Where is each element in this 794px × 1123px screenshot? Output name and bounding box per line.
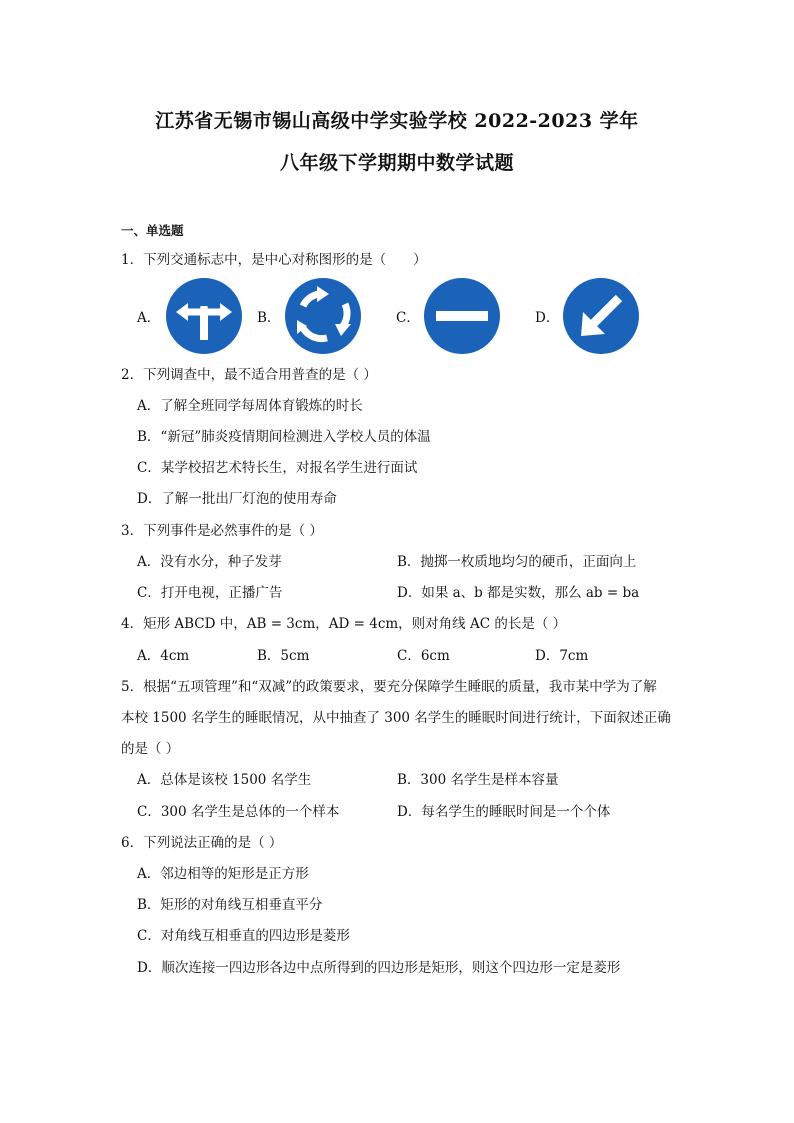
question-3-option-c: C．打开电视，正播广告 (137, 585, 283, 601)
question-4-stem: 4．矩形 ABCD 中，AB = 3cm，AD = 4cm，则对角线 AC 的长是（ ） (121, 616, 567, 632)
turn-left-right-sign-icon (164, 276, 244, 356)
option-a-label: A． (137, 310, 161, 326)
exam-title-line1: 江苏省无锡市锡山高级中学实验学校 2022-2023 学年 (155, 110, 639, 132)
question-3-option-a: A．没有水分，种子发芽 (137, 554, 282, 570)
question-4-option-c: C．6cm (397, 648, 450, 664)
keep-left-arrow-sign-icon (561, 276, 641, 356)
question-4-option-b: B．5cm (257, 648, 310, 664)
question-5-stem-line3: 的是（ ） (121, 741, 180, 757)
question-2-option-b: B．“新冠”肺炎疫情期间检测进入学校人员的体温 (137, 429, 431, 445)
question-5-option-a: A．总体是该校 1500 名学生 (137, 772, 312, 788)
question-5-option-d: D．每名学生的睡眠时间是一个个体 (397, 804, 611, 820)
question-3-option-b: B．抛掷一枚质地均匀的硬币，正面向上 (397, 554, 637, 570)
question-2-option-c: C．某学校招艺术特长生，对报名学生进行面试 (137, 460, 418, 476)
question-6-option-a: A．邻边相等的矩形是正方形 (137, 866, 309, 882)
question-2-option-d: D．了解一批出厂灯泡的使用寿命 (137, 491, 337, 507)
exam-title-line2: 八年级下学期期中数学试题 (279, 152, 514, 174)
option-d-label: D． (535, 310, 560, 326)
question-4-option-d: D．7cm (535, 648, 589, 664)
question-3-stem: 3．下列事件是必然事件的是（ ） (121, 523, 323, 539)
question-1-stem: 1．下列交通标志中，是中心对称图形的是（ ） (121, 252, 427, 268)
question-6-option-c: C．对角线互相垂直的四边形是菱形 (137, 928, 350, 944)
question-5-stem-line2: 本校 1500 名学生的睡眠情况，从中抽查了 300 名学生的睡眠时间进行统计，下面叙述正确 (121, 710, 671, 726)
question-6-option-b: B．矩形的对角线互相垂直平分 (137, 897, 323, 913)
question-5-option-c: C．300 名学生是总体的一个样本 (137, 804, 340, 820)
question-2-option-a: A．了解全班同学每周体育锻炼的时长 (137, 398, 363, 414)
section-heading: 一、单选题 (121, 223, 184, 238)
question-4-option-a: A．4cm (137, 648, 190, 664)
question-6-option-d: D．顺次连接一四边形各边中点所得到的四边形是矩形，则这个四边形一定是菱形 (137, 960, 621, 976)
no-entry-sign-icon (422, 276, 502, 356)
question-2-stem: 2．下列调查中，最不适合用普查的是（ ） (121, 367, 377, 383)
question-1-options (137, 272, 657, 360)
roundabout-sign-icon (283, 276, 363, 356)
question-5-option-b: B．300 名学生是样本容量 (397, 772, 559, 788)
option-b-label: B． (257, 310, 281, 326)
question-3-option-d: D．如果 a、b 都是实数，那么 ab = ba (397, 585, 640, 601)
option-c-label: C． (396, 310, 420, 326)
question-5-stem-line1: 5．根据“五项管理”和“双减”的政策要求，要充分保障学生睡眠的质量，我市某中学为了解 (121, 679, 657, 695)
question-6-stem: 6．下列说法正确的是（ ） (121, 835, 283, 851)
